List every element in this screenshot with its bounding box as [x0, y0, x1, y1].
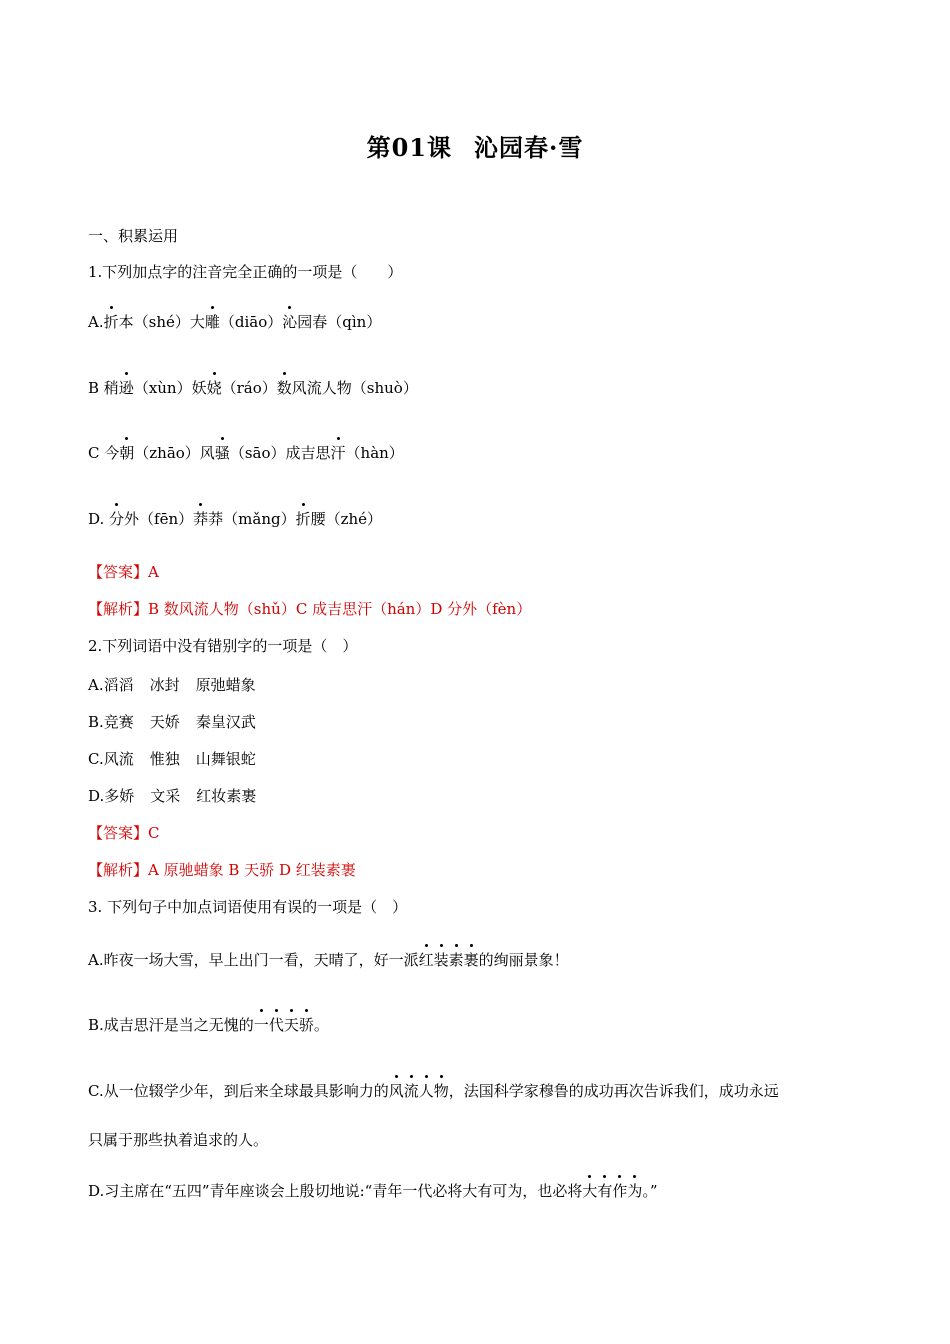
- dotted-char: 一: [253, 1016, 269, 1034]
- q3-option-c-continued: 只属于那些执着追求的人。: [88, 1131, 269, 1149]
- q3-stem: 3. 下列句子中加点词语使用有误的一项是（ ）: [88, 898, 408, 916]
- lesson-number: 第01课: [366, 133, 453, 162]
- dotted-char: 为: [627, 1182, 643, 1200]
- dotted-char: 裹: [463, 951, 479, 969]
- dotted-char: 物: [433, 1082, 449, 1100]
- analysis-label: 【解析】: [88, 861, 149, 879]
- q1-option-d: D. 分外（fēn）莽莽（mǎng）折腰（zhé）: [88, 510, 383, 528]
- dotted-char: 雕: [204, 313, 220, 331]
- dotted-word: [254, 1016, 314, 1034]
- section-heading: 一、积累运用: [88, 227, 179, 245]
- analysis-label: 【解析】: [88, 600, 149, 618]
- dotted-word: [582, 1182, 642, 1200]
- q3-option-c: C.从一位辍学少年，到后来全球最具影响力的风流人物，法国科学家穆鲁的成功再次告诉我们，成功永远: [88, 1082, 779, 1100]
- dotted-char: 娆: [206, 379, 222, 397]
- dotted-char: 流: [403, 1082, 419, 1100]
- dotted-char: 分: [109, 510, 125, 528]
- answer-value: C: [148, 824, 160, 842]
- dotted-char: 骚: [214, 444, 230, 462]
- dotted-char: 莽: [193, 510, 209, 528]
- page-title: [0, 128, 950, 163]
- dotted-char: 有: [597, 1182, 613, 1200]
- dotted-char: 逊: [118, 379, 134, 397]
- q3-option-b: B.成吉思汗是当之无愧的一代天骄。: [88, 1016, 329, 1034]
- dotted-char: 折: [103, 313, 119, 331]
- q2-analysis: [88, 860, 356, 880]
- dotted-char: 折: [295, 510, 311, 528]
- analysis-text: A 原驰蜡象 B 天骄 D 红装素裹: [148, 861, 356, 879]
- dotted-char: 朝: [119, 444, 135, 462]
- dotted-char: 汗: [330, 444, 346, 462]
- dotted-char: 数: [276, 379, 292, 397]
- dotted-char: 天: [283, 1016, 299, 1034]
- q1-option-a: A.折本（shé）大雕（diāo）沁园春（qìn）: [88, 313, 382, 331]
- q2-option-d: D.多娇 文采 红妆素裹: [88, 787, 257, 805]
- answer-label: 【答案】: [88, 563, 149, 581]
- dotted-char: 风: [388, 1082, 404, 1100]
- q2-option-a: A.滔滔 冰封 原弛蜡象: [88, 676, 256, 694]
- answer-value: A: [148, 563, 159, 581]
- dotted-char: 作: [612, 1182, 628, 1200]
- dotted-char: 大: [582, 1182, 598, 1200]
- q2-option-b: B.竞赛 天娇 秦皇汉武: [88, 713, 256, 731]
- answer-label: 【答案】: [88, 824, 149, 842]
- dotted-char: 骄: [298, 1016, 314, 1034]
- q1-analysis: [88, 599, 531, 619]
- q1-option-c: C 今朝（zhāo）风骚（sāo）成吉思汗（hàn）: [88, 444, 404, 462]
- q2-stem: 2.下列词语中没有错别字的一项是（ ）: [88, 637, 358, 655]
- lesson-name: 沁园春·雪: [474, 133, 584, 162]
- dotted-char: 沁: [282, 313, 298, 331]
- q1-answer: [88, 562, 159, 582]
- dotted-char: 人: [418, 1082, 434, 1100]
- q3-option-d: D.习主席在“五四”青年座谈会上殷切地说:“青年一代必将大有可为，也必将大有作为。”: [88, 1182, 658, 1200]
- q1-stem: 1.下列加点字的注音完全正确的一项是（ ）: [88, 263, 403, 281]
- q3-option-a: A.昨夜一场大雪，早上出门一看，天晴了，好一派红装素裹的绚丽景象！: [88, 951, 569, 969]
- q2-answer: [88, 823, 160, 843]
- dotted-char: 红: [418, 951, 434, 969]
- dotted-word: [419, 951, 479, 969]
- dotted-char: 装: [433, 951, 449, 969]
- dotted-char: 代: [268, 1016, 284, 1034]
- q1-option-b: B 稍逊（xùn）妖娆（ráo）数风流人物（shuò）: [88, 379, 418, 397]
- q2-option-c: C.风流 惟独 山舞银蛇: [88, 750, 256, 768]
- dotted-word: [389, 1082, 449, 1100]
- dotted-char: 素: [448, 951, 464, 969]
- analysis-text: B 数风流人物（shǔ）C 成吉思汗（hán）D 分外（fèn）: [148, 600, 532, 618]
